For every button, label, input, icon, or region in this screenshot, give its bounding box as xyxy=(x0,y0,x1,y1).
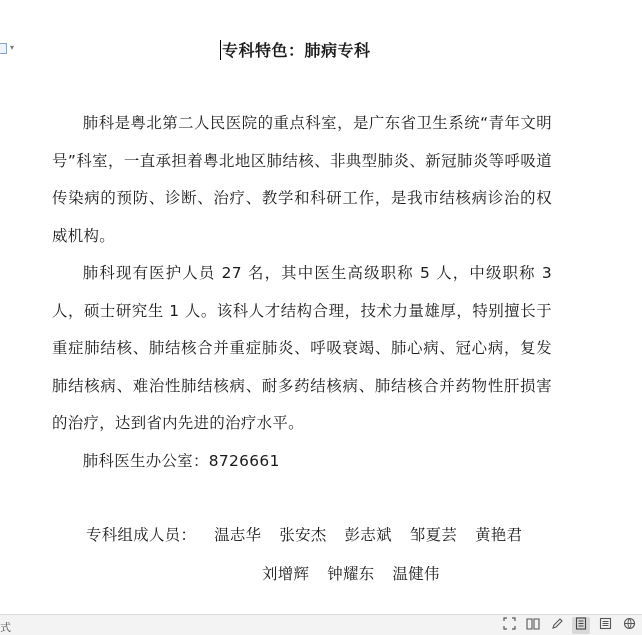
edit-pen-icon[interactable] xyxy=(548,617,566,634)
members-row-1 xyxy=(86,523,522,545)
fullscreen-icon[interactable] xyxy=(500,617,518,634)
status-bar xyxy=(0,614,642,635)
view-mode-controls xyxy=(500,617,638,634)
text-cursor xyxy=(220,40,221,60)
doc-nav-dropdown[interactable] xyxy=(0,40,16,56)
outline-icon[interactable] xyxy=(596,617,614,634)
member-name: 彭志斌 xyxy=(344,526,392,544)
member-name: 张安杰 xyxy=(279,526,327,544)
member-name: 刘增辉 xyxy=(262,565,310,583)
web-view-icon[interactable] xyxy=(620,617,638,634)
document-icon xyxy=(0,43,7,54)
paragraph-staff: 肺科现有医护人员 27 名，其中医生高级职称 5 人，中级职称 3 人，硕士研究生 1 人。该科人才结构合理，技术力量雄厚，特别擅长于重症肺结核、肺结核合并重症肺炎、呼吸衰竭、肺心病、冠心病，复发肺结核病、难治性肺结核病、耐多药结核病、肺结核合并药物性肝损害的治疗，达到省内先进的治疗水平。 xyxy=(52,264,552,432)
read-mode-icon[interactable] xyxy=(524,617,542,634)
members-label: 专科组成人员： xyxy=(86,526,197,544)
page-title xyxy=(220,38,371,61)
member-name: 温志华 xyxy=(214,526,262,544)
status-text: 式 xyxy=(0,621,11,634)
member-name: 黄艳君 xyxy=(475,526,523,544)
title-text: 专科特色：肺病专科 xyxy=(222,41,371,60)
page-view-icon[interactable] xyxy=(572,617,590,634)
paragraph-intro: 肺科是粤北第二人民医院的重点科室，是广东省卫生系统“青年文明号”科室，一直承担着粤北地区肺结核、非典型肺炎、新冠肺炎等呼吸道传染病的预防、诊断、治疗、教学和科研工作，是我市结核病诊治的权威机构。 xyxy=(52,114,552,245)
members-row-2 xyxy=(262,562,440,584)
member-name: 邹夏芸 xyxy=(409,526,458,544)
chevron-down-icon: ▾ xyxy=(10,43,15,52)
member-name: 钟耀东 xyxy=(327,565,375,583)
paragraph-office-phone: 肺科医生办公室：8726661 xyxy=(82,452,280,470)
member-name: 温健伟 xyxy=(392,565,440,583)
